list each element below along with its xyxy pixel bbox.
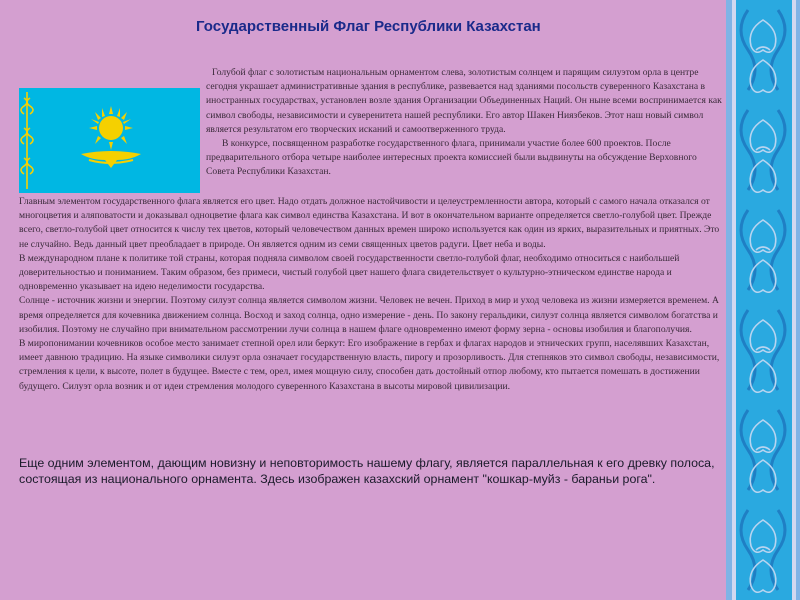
intro-paragraph: Голубой флаг с золотистым национальным орнаментом слева, золотистым солнцем и парящим силуэтом орла в центре сегодня украшает административные здания в республике, развевается над зданиями посольств суверенного Казахстана в иностранных государствах, установлен возле здания Организации Объединенных Наций. Он ныне всеми воспринимается как символ свободы, независимости и суверенитета нашей республики. Его автор Шакен Ниязбеков. Этот наш новый символ является результатом его творческих исканий и самоотверженного труда. (206, 67, 722, 135)
kazakh-ornament-border-icon (726, 0, 800, 600)
body-paragraph: В миропонимании кочевников особое место занимает степной орел или беркут: Его изображение в гербах и флагах народов и этнических групп, населявших Казахстан, имеет давнюю традицию. На языке символики силуэт орла означает государственную власть, пирогу и прозорливость. Для степняков это символ свободы, независимости, стремления к цели, к высоте, полет в будущее. Вместе с тем, орел, имея мощную силу, способен дать достойный отпор любому, кто пытается помешать в достижении будущего. Силуэт орла возник и от идеи стремления молодого суверенного Казахстана в высоты мировой цивилизации. (19, 338, 720, 392)
body-text (19, 195, 727, 394)
body-paragraph: Главным элементом государственного флага является его цвет. Надо отдать должное настойчивости и целеустремленности автора, который с самого начала отказался от многоцветия и аляповатости и доказывал однoцветие флага как символ единства Казахстана. И вот в окончательном варианте определяется светло-голубой цвет. Прежде всего, светло-голубой цвет относится к числу тех цветов, который человечеством данных времен широко используется как один из ярких, выразительных и приятных. Это не случайно. Ведь данный цвет преобладает в природе. Он является одним из семи священных цветов радуги. Цвет неба и воды. (19, 196, 720, 250)
body-paragraph: В международном плане к политике той страны, которая подняла символом своей государственности светло-голубой флаг, необходимо относиться с наибольшей доверительностью и пониманием. Таким образом, без примеси, чистый голубой цвет нашего флага свидетельствует о культурно-этническом единстве народа и одновременно указывает на идею неделимости государства. (19, 252, 680, 293)
body-paragraph: Солнце - источник жизни и энергии. Поэтому силуэт солнца является символом жизни. Человек не вечен. Приход в мир и уход человека из жизни измеряется временем. А время определяется для кочевника движением солнца. Восход и заход солнца, одно измерение - день. По закону геральдики, силуэт солнца является символом богатства и изобилия. Поэтому не случайно при внимательном рассмотрении лучи солнца в нашем флаге одновременно имеют форму зерна - основы изобилия и благополучия. (19, 295, 719, 335)
outro-text: Еще одним элементом, дающим новизну и неповторимость нашему флагу, является параллельная к его древку полоса, состоящая из национального орнамента. Здесь изображен казахский орнамент "кошкар-муйз - бараньи рога". (19, 456, 715, 486)
page-title: Государственный Флаг Республики Казахстан (196, 18, 541, 35)
intro-text (206, 66, 726, 180)
kazakhstan-flag-icon (19, 88, 200, 193)
intro-paragraph: В конкурсе, посвященном разработке государственного флага, принимали участие более 600 проектов. После предварительного отбора четыре наиболее интересных проекта комиссией были выдвинуты на обсуждение Верховного Совета Республики Казахстан. (206, 138, 697, 178)
